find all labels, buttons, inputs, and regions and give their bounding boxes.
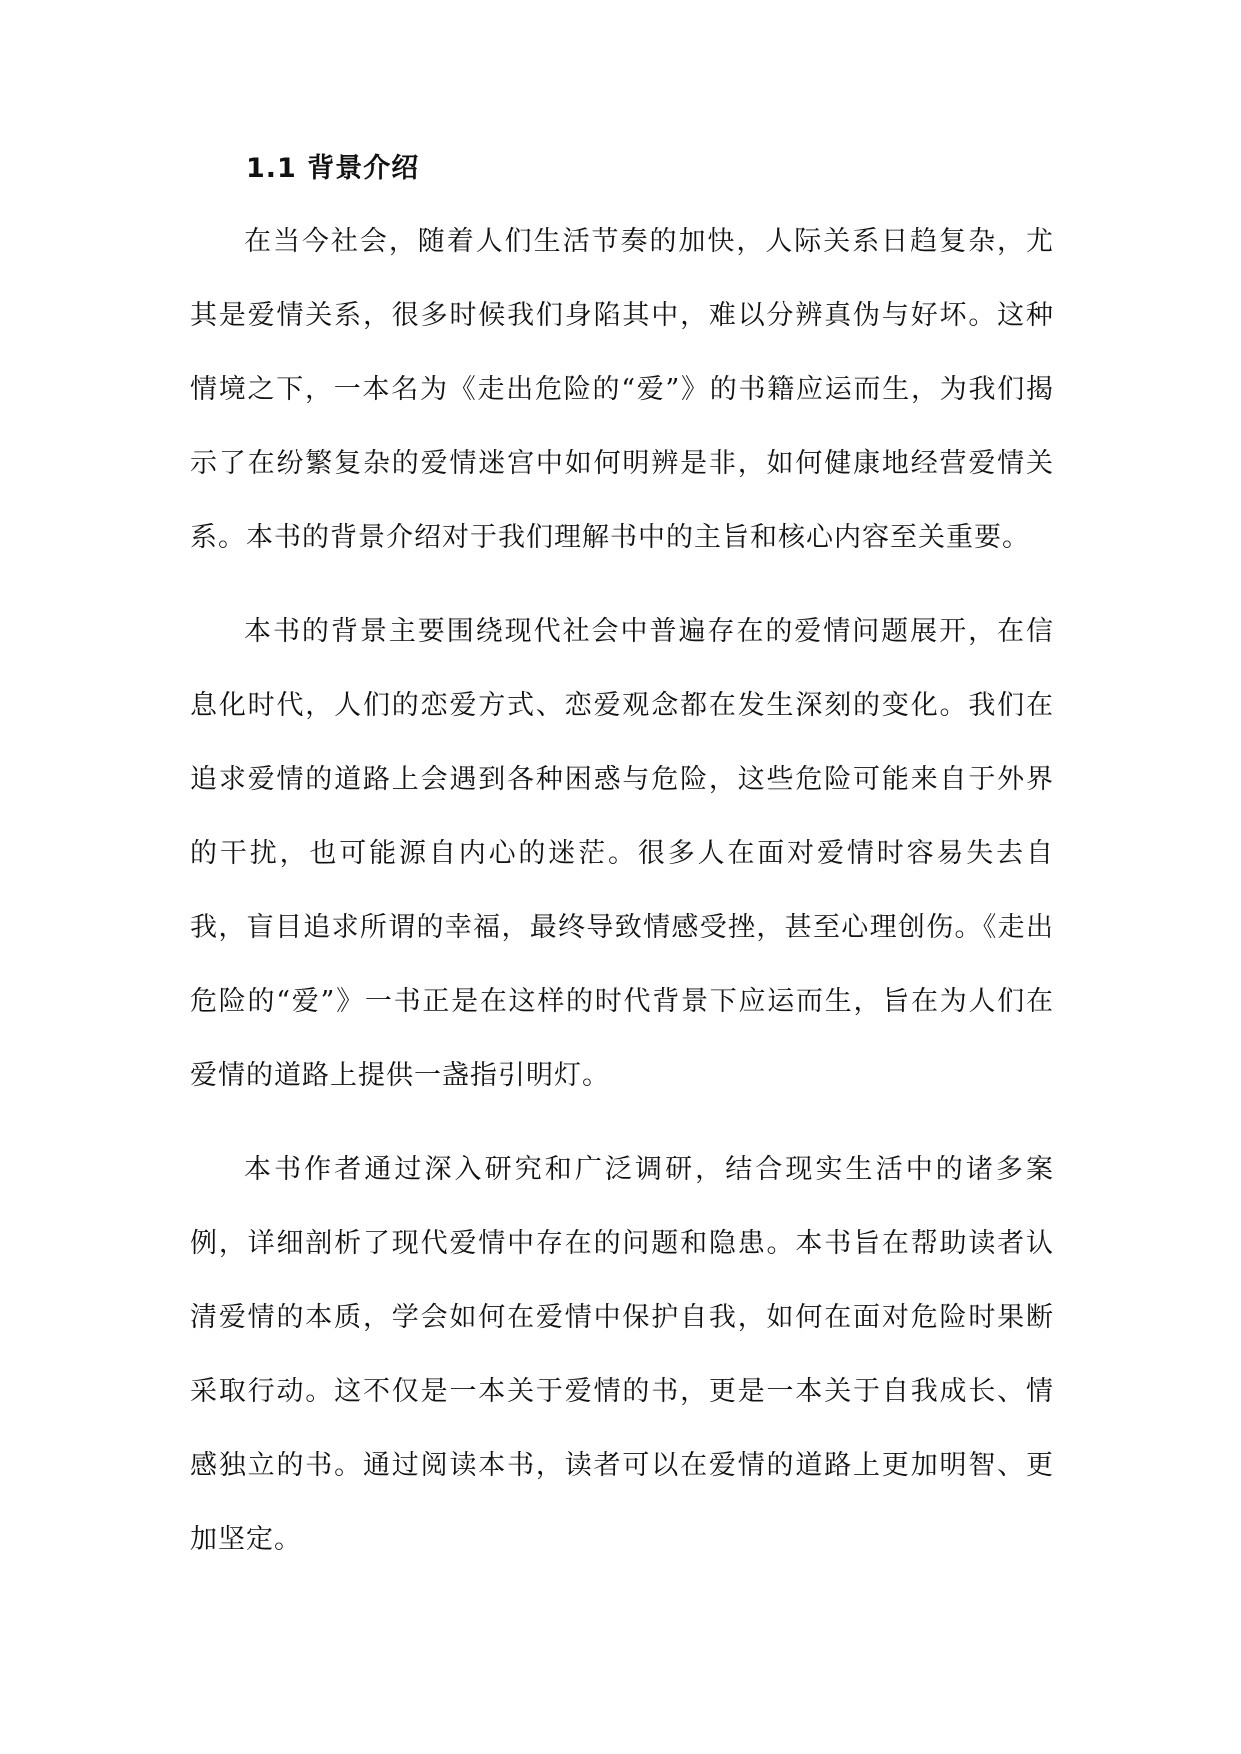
- paragraph-3: 本书作者通过深入研究和广泛调研，结合现实生活中的诸多案例，详细剖析了现代爱情中存在的问题和隐患。本书旨在帮助读者认清爱情的本质，学会如何在爱情中保护自我，如何在面对危险时果断采取行动。这不仅是一本关于爱情的书，更是一本关于自我成长、情感独立的书。通过阅读本书，读者可以在爱情的道路上更加明智、更加坚定。: [190, 1154, 1054, 1555]
- paragraph-2: 本书的背景主要围绕现代社会中普遍存在的爱情问题展开，在信息化时代，人们的恋爱方式、恋爱观念都在发生深刻的变化。我们在追求爱情的道路上会遇到各种困惑与危险，这些危险可能来自于外界的干扰，也可能源自内心的迷茫。很多人在面对爱情时容易失去自我，盲目追求所谓的幸福，最终导致情感受挫，甚至心理创伤。《走出危险的“爱”》一书正是在这样的时代背景下应运而生，旨在为人们在爱情的道路上提供一盏指引明灯。: [190, 616, 1054, 1091]
- section-title: 1.1 背景介绍: [246, 153, 420, 184]
- page-content: [190, 145, 1054, 1577]
- paragraph-1: 在当今社会，随着人们生活节奏的加快，人际关系日趋复杂，尤其是爱情关系，很多时候我们身陷其中，难以分辨真伪与好坏。这种情境之下，一本名为《走出危险的“爱”》的书籍应运而生，为我们揭示了在纷繁复杂的爱情迷宫中如何明辨是非，如何健康地经营爱情关系。本书的背景介绍对于我们理解书中的主旨和核心内容至关重要。: [190, 226, 1054, 553]
